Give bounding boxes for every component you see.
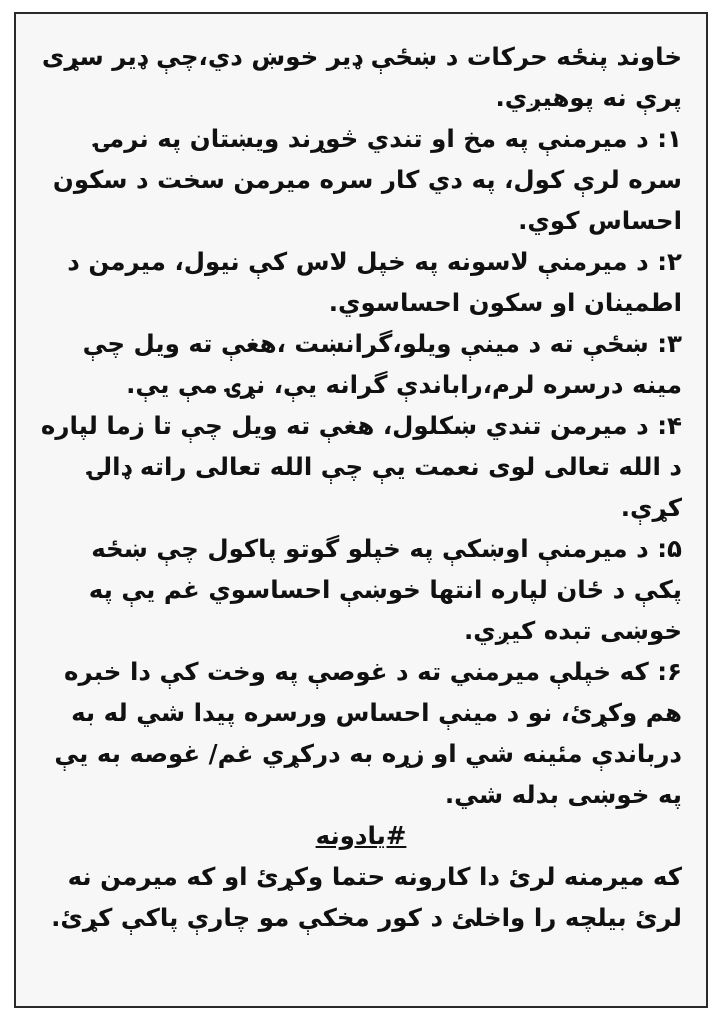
point-3: ۳: ښځې ته د مینې ویلو،گرانښت ،هغې ته ویل چې مینه درسره لرم،راباندې گرانه یې، نړۍ مې یې. <box>82 329 682 399</box>
closing-paragraph: که میرمنه لرئ دا کارونه حتما وکړئ او که میرمن نه لرئ بیلچه را واخلئ د کور مخکې مو چارې پاکې کړئ. <box>51 862 682 932</box>
point-4: ۴: د میرمن تندي ښکلول، هغې ته ویل چې تا زما لپاره د الله تعالی لوی نعمت یې چې الله تعالی راته ډالۍ کړې. <box>40 411 682 522</box>
hashtag-heading: #يادونه <box>315 821 407 850</box>
point-2: ۲: د میرمنې لاسونه په خپل لاس کې نیول، میرمن د اطمینان او سکون احساسوي. <box>67 247 682 317</box>
point-5: ۵: د میرمنې اوښکې په خپلو گوتو پاکول چې ښځه پکې د ځان لپاره انتها خوښې احساسوي غم یې په خوښی تبده کیږي. <box>88 534 682 645</box>
point-6: ۶: که خپلې میرمني ته د غوصې په وخت کې دا خبره هم وکړئ، نو د مینې احساس ورسره پیدا شي له به درباندې مئینه شي او زړه به درکړي غم/ غوصه به یې په خوښی بدله شي. <box>54 657 682 809</box>
point-1: ۱: د میرمنې په مخ او تندي څوړند ویښتان په نرمۍ سره لرې کول، په دي کار سره میرمن سخت د سکون احساس کوي. <box>52 124 682 235</box>
intro-paragraph: خاوند پنځه حرکات د ښځې ډیر خوښ دي،چې ډیر سړی پرې نه پوهیږي. <box>41 42 682 112</box>
document-body <box>40 36 682 986</box>
document-frame <box>14 12 708 1008</box>
